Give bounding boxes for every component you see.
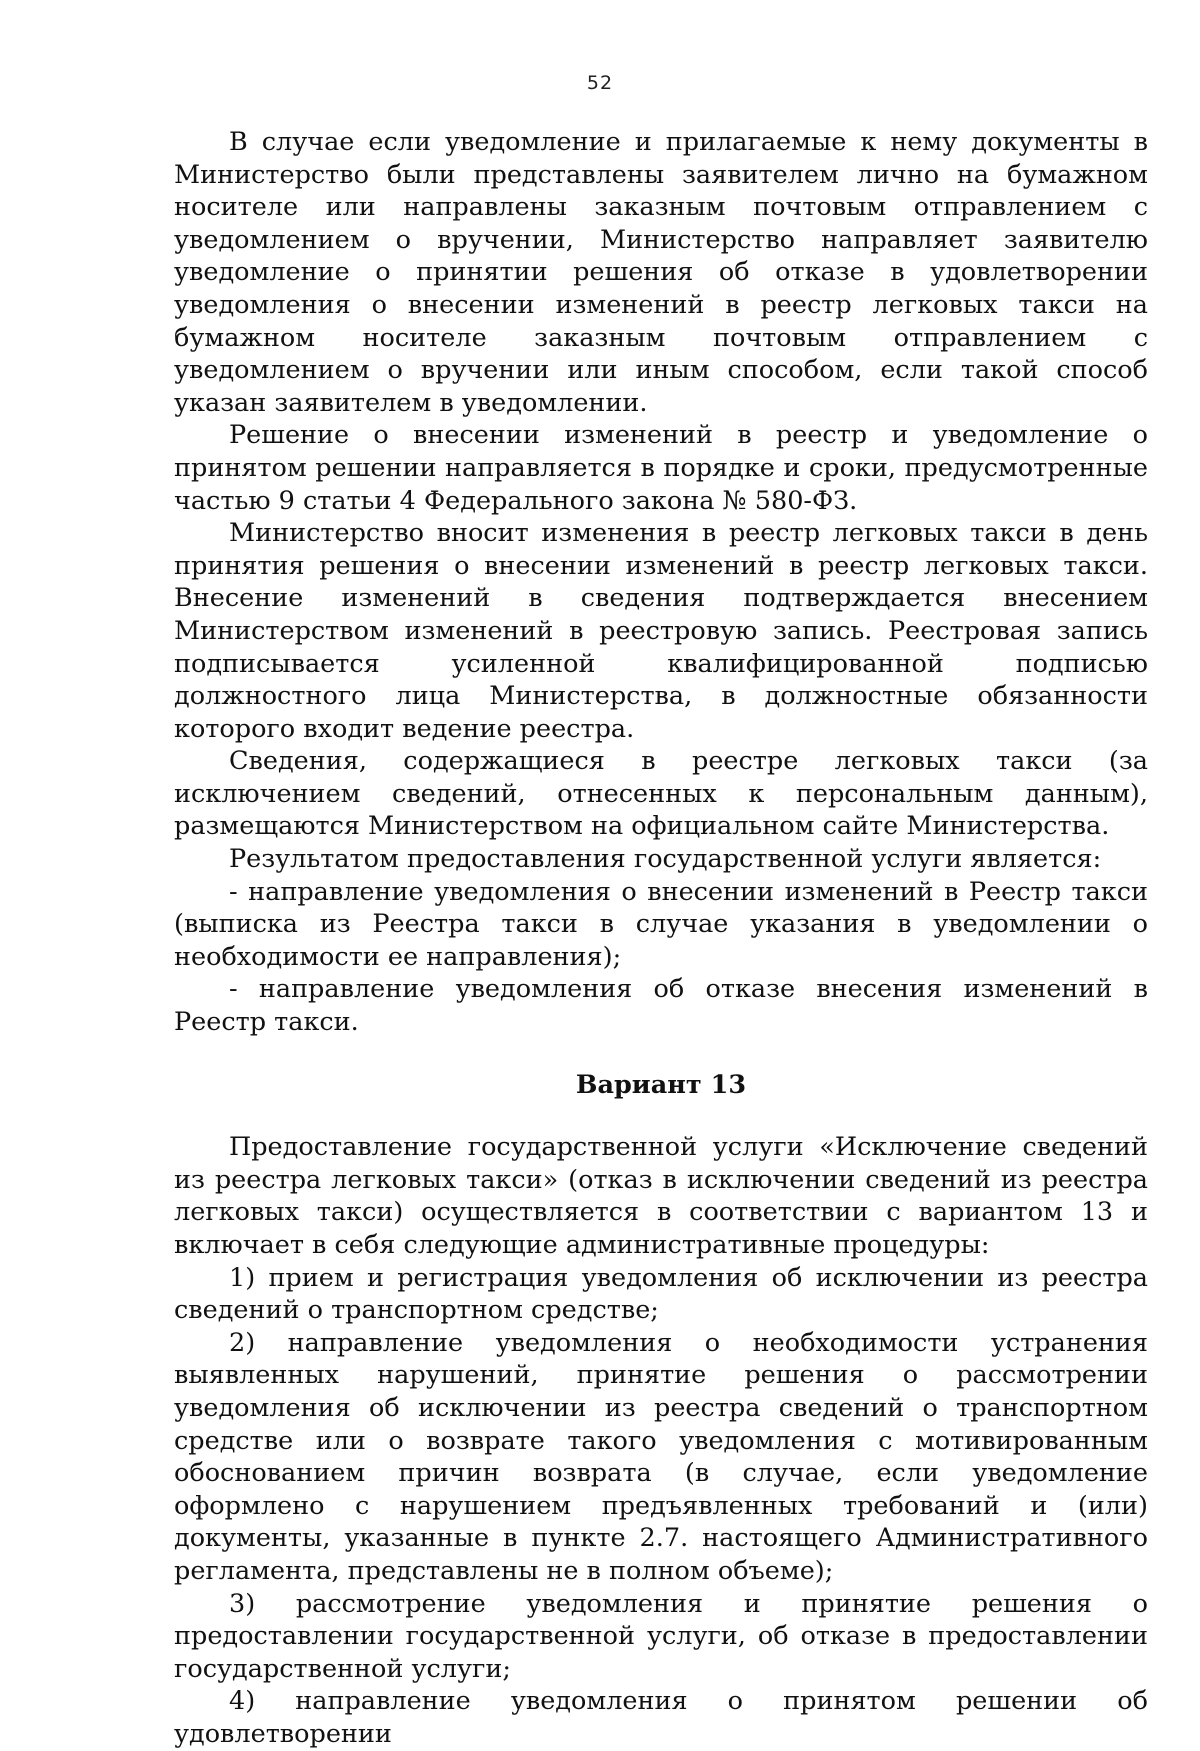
paragraph-procedure-2: 2) направление уведомления о необходимости устранения выявленных нарушений, принятие решения о рассмотрении уведомления об исключении из реестра сведений о транспортном средстве или о возврате такого уведомления с мотивированным обоснованием причин возврата (в случае, если уведомление оформлено с нарушением предъявленных требований и (или) документы, указанные в пункте 2.7. настоящего Административного регламента, представлены не в полном объеме);	[174, 1327, 1148, 1586]
paragraph-procedure-3: 3) рассмотрение уведомления и принятие решения о предоставлении государственной услуги, об отказе в предоставлении государственной услуги;	[174, 1588, 1148, 1684]
paragraph-decision-terms: Решение о внесении изменений в реестр и уведомление о принятом решении направляется в порядке и сроки, предусмотренные частью 9 статьи 4 Федерального закона № 580-ФЗ.	[174, 420, 1148, 516]
paragraph-result-item-2: - направление уведомления об отказе внесения изменений в Реестр такси.	[174, 974, 1148, 1038]
paragraph-registry-changes: Министерство вносит изменения в реестр легковых такси в день принятия решения о внесении изменений в реестр легковых такси. Внесение изменений в сведения подтверждается внесением Министерством изменений в реестровую запись. Реестровая запись подписывается усиленной квалифицированной подписью должностного лица Министерства, в должностные обязанности которого входит ведение реестра.	[174, 518, 1148, 744]
paragraph-service-result: Результатом предоставления государственной услуги является:	[229, 844, 1102, 875]
paragraph-notice-delivery: В случае если уведомление и прилагаемые к нему документы в Министерство были представлены заявителем лично на бумажном носителе или направлены заказным почтовым отправлением с уведомлением о вручении, Министерство направляет заявителю уведомление о принятии решения об отказе в удовлетворении уведомления о внесении изменений в реестр легковых такси на бумажном носителе заказным почтовым отправлением с уведомлением о вручении или иным способом, если такой способ указан заявителем в уведомлении.	[174, 127, 1148, 418]
page-number: 52	[586, 72, 614, 94]
paragraph-procedure-1: 1) прием и регистрация уведомления об исключении из реестра сведений о транспортном средстве;	[174, 1262, 1148, 1326]
paragraph-result-item-1: - направление уведомления о внесении изменений в Реестр такси (выписка из Реестра такси в случае указания в уведомлении о необходимости ее направления);	[174, 876, 1148, 972]
paragraph-variant-intro: Предоставление государственной услуги «Исключение сведений из реестра легковых такси» (отказ в исключении сведений из реестра легковых такси) осуществляется в соответствии с вариантом 13 и включает в себя следующие административные процедуры:	[174, 1132, 1148, 1260]
section-heading-variant-13: Вариант 13	[575, 1069, 747, 1100]
page-body	[174, 126, 1148, 1751]
paragraph-registry-publication: Сведения, содержащиеся в реестре легковых такси (за исключением сведений, отнесенных к персональным данным), размещаются Министерством на официальном сайте Министерства.	[174, 746, 1148, 842]
paragraph-procedure-4: 4) направление уведомления о принятом решении об удовлетворении	[174, 1686, 1148, 1749]
